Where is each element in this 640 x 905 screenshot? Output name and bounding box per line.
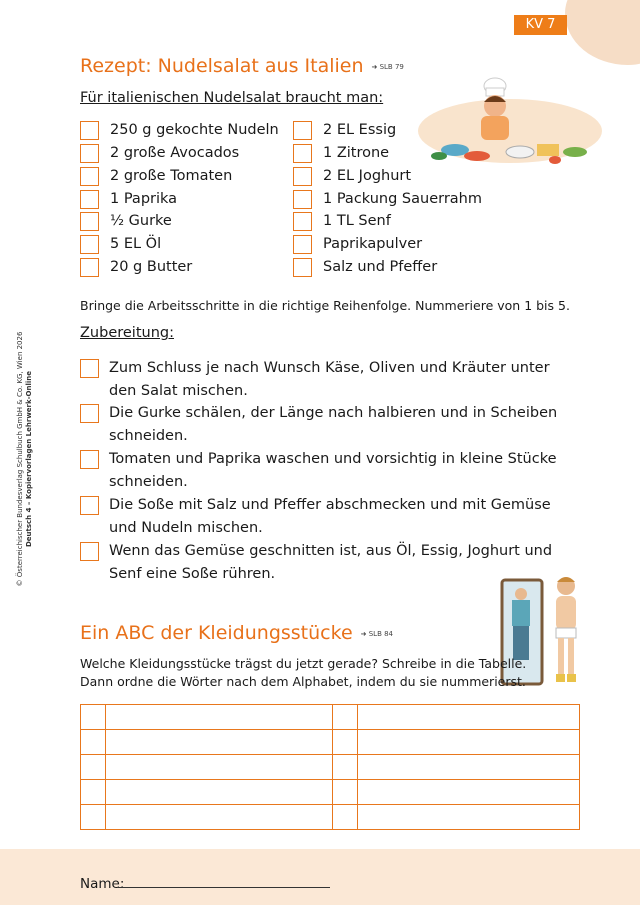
number-cell[interactable] — [333, 730, 358, 755]
ingredient-item — [80, 143, 239, 163]
ingredient-item — [293, 189, 482, 209]
ingredient-item — [80, 211, 172, 231]
ingredient-item — [293, 257, 437, 277]
clothes-table — [80, 704, 580, 830]
chef-illustration — [415, 76, 610, 168]
number-cell[interactable] — [333, 805, 358, 830]
ingredient-checkbox[interactable] — [293, 212, 312, 231]
ingredient-item — [80, 234, 161, 254]
step-item — [80, 448, 559, 494]
word-cell[interactable] — [358, 705, 580, 730]
ingredient-item — [80, 189, 177, 209]
recipe-title — [80, 55, 404, 77]
ingredient-checkbox[interactable] — [293, 121, 312, 140]
number-cell[interactable] — [81, 805, 106, 830]
ingredient-label: 1 Packung Sauerrahm — [323, 191, 482, 207]
word-cell[interactable] — [358, 805, 580, 830]
word-cell[interactable] — [358, 755, 580, 780]
ingredient-label: Paprikapulver — [323, 236, 423, 252]
ingredient-item — [293, 211, 391, 231]
table-row — [81, 730, 580, 755]
ingredient-checkbox[interactable] — [80, 258, 99, 277]
ingredient-label: 2 große Avocados — [110, 145, 240, 161]
step-text: Die Soße mit Salz und Pfeffer abschmecken und mit Gemüse und Nudeln mischen. — [109, 497, 551, 536]
ingredient-checkbox[interactable] — [293, 258, 312, 277]
number-cell[interactable] — [81, 755, 106, 780]
ingredient-checkbox[interactable] — [80, 121, 99, 140]
clothes-title — [80, 622, 393, 644]
ingredient-item — [293, 166, 411, 186]
step-text: Wenn das Gemüse geschnitten ist, aus Öl, Essig, Joghurt und Senf eine Soße rühren. — [109, 543, 553, 582]
step-item — [80, 357, 559, 403]
ingredient-checkbox[interactable] — [80, 167, 99, 186]
ingredient-item — [80, 166, 232, 186]
corner-decoration — [565, 0, 640, 65]
ingredient-label: 1 Zitrone — [323, 145, 390, 161]
step-number-box[interactable] — [80, 404, 99, 423]
ingredient-checkbox[interactable] — [80, 190, 99, 209]
ingredient-label: 1 TL Senf — [323, 213, 391, 229]
recipe-title-text: Rezept: Nudelsalat aus Italien — [80, 55, 364, 77]
word-cell[interactable] — [358, 730, 580, 755]
table-row — [81, 705, 580, 730]
step-text: Die Gurke schälen, der Länge nach halbieren und in Scheiben schneiden. — [109, 405, 558, 444]
clothes-instruction-1: Welche Kleidungsstücke trägst du jetzt gerade? Schreibe in die Tabelle. — [80, 656, 527, 671]
ordering-instruction: Bringe die Arbeitsschritte in die richtige Reihenfolge. Nummeriere von 1 bis 5. — [80, 298, 570, 313]
clothes-instruction-2: Dann ordne die Wörter nach dem Alphabet, indem du sie nummerierst. — [80, 674, 526, 689]
ingredient-label: 2 EL Joghurt — [323, 168, 412, 184]
ingredient-item — [293, 234, 422, 254]
number-cell[interactable] — [333, 780, 358, 805]
word-cell[interactable] — [106, 780, 333, 805]
step-item — [80, 402, 559, 448]
ingredient-checkbox[interactable] — [293, 144, 312, 163]
word-cell[interactable] — [106, 755, 333, 780]
ingredient-label: 1 Paprika — [110, 191, 178, 207]
number-cell[interactable] — [81, 780, 106, 805]
ingredient-checkbox[interactable] — [80, 235, 99, 254]
ingredient-item — [80, 120, 279, 140]
ingredient-label: 2 große Tomaten — [110, 168, 233, 184]
step-text: Tomaten und Paprika waschen und vorsichtig in kleine Stücke schneiden. — [109, 451, 557, 490]
ingredient-checkbox[interactable] — [293, 235, 312, 254]
word-cell[interactable] — [358, 780, 580, 805]
ingredient-checkbox[interactable] — [80, 144, 99, 163]
number-cell[interactable] — [333, 705, 358, 730]
ingredient-item — [293, 143, 389, 163]
ingredient-item — [293, 120, 396, 140]
number-cell[interactable] — [333, 755, 358, 780]
ingredient-label: 2 EL Essig — [323, 122, 397, 138]
step-number-box[interactable] — [80, 496, 99, 515]
clothes-title-text: Ein ABC der Kleidungsstücke — [80, 622, 353, 644]
word-cell[interactable] — [106, 730, 333, 755]
step-text: Zum Schluss je nach Wunsch Käse, Oliven und Kräuter unter den Salat mischen. — [109, 360, 550, 399]
step-item — [80, 540, 559, 586]
worksheet-badge: KV 7 — [514, 15, 567, 35]
ingredient-checkbox[interactable] — [293, 190, 312, 209]
step-number-box[interactable] — [80, 359, 99, 378]
table-row — [81, 780, 580, 805]
ingredient-label: ½ Gurke — [110, 213, 172, 229]
table-row — [81, 755, 580, 780]
ingredients-heading: Für italienischen Nudelsalat braucht man: — [80, 90, 384, 106]
number-cell[interactable] — [81, 730, 106, 755]
word-cell[interactable] — [106, 805, 333, 830]
word-cell[interactable] — [106, 705, 333, 730]
table-row — [81, 805, 580, 830]
ingredient-label: 5 EL Öl — [110, 236, 162, 252]
number-cell[interactable] — [81, 705, 106, 730]
ingredient-checkbox[interactable] — [80, 212, 99, 231]
name-label: Name: — [80, 876, 125, 892]
ingredient-item — [80, 257, 192, 277]
name-input-line[interactable] — [118, 887, 330, 888]
ingredient-checkbox[interactable] — [293, 167, 312, 186]
clothes-page-ref: ➜ SLB 84 — [360, 629, 394, 638]
book-title-line: Deutsch 4 – Kopiervorlagen Lehrwerk-Online — [25, 370, 33, 548]
preparation-heading: Zubereitung: — [80, 325, 174, 341]
ingredient-label: Salz und Pfeffer — [323, 259, 438, 275]
copyright-note — [16, 304, 34, 614]
ingredient-label: 20 g Butter — [110, 259, 193, 275]
step-item — [80, 494, 559, 540]
recipe-page-ref: ➜ SLB 79 — [371, 62, 404, 71]
step-number-box[interactable] — [80, 450, 99, 469]
ingredient-label: 250 g gekochte Nudeln — [110, 122, 279, 138]
step-number-box[interactable] — [80, 542, 99, 561]
copyright-line: © Österreichischer Bundesverlag Schulbuch GmbH & Co. KG, Wien 2026 — [16, 331, 24, 587]
